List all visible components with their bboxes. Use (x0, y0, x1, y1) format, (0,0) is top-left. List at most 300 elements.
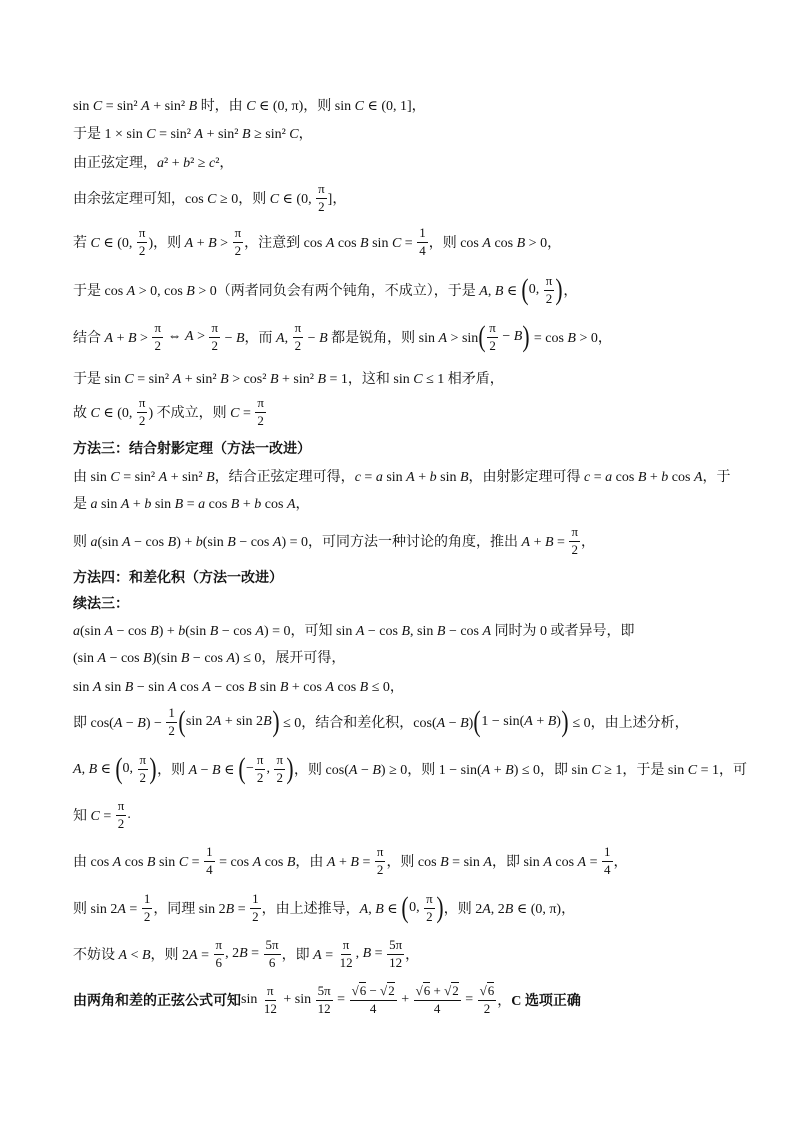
text-segment: 则 sin 2A = (73, 902, 141, 917)
math-variable: A (272, 535, 282, 550)
text-segment: ) 不成立，则 C = (148, 406, 255, 421)
math-variable: b (178, 624, 186, 639)
fraction-denominator: 6 (215, 954, 223, 970)
math-variable: A (577, 855, 587, 870)
math-variable: A (189, 948, 198, 963)
radicand: 6 (423, 982, 431, 998)
math-variable: B (230, 497, 240, 512)
fraction-numerator: π (265, 984, 276, 1001)
text-segment: 0, (528, 282, 543, 297)
line-4 (73, 178, 346, 218)
math-variable: B (209, 624, 219, 639)
math-variable: B (459, 470, 469, 485)
fraction (274, 753, 285, 786)
math-variable: A (348, 763, 358, 778)
math-variable: b (144, 497, 152, 512)
text-segment: ， (581, 535, 596, 550)
math-variable: B (141, 948, 151, 963)
math-variable: A (194, 127, 204, 142)
fraction-denominator: 2 (138, 412, 146, 428)
text-segment: 结合 A + B > (73, 331, 152, 346)
text-segment: 知 C = (73, 809, 115, 824)
fraction-numerator: π (233, 226, 244, 243)
math-variable: B (150, 624, 159, 639)
text-segment: ⇔ A > (164, 329, 209, 344)
math-variable: A (117, 902, 126, 917)
fraction-numerator: π (293, 321, 304, 338)
math-variable: B (225, 902, 235, 917)
math-variable: A (141, 99, 150, 114)
math-variable: A (104, 331, 114, 346)
fraction (602, 845, 613, 878)
math-variable: B (247, 680, 257, 695)
math-variable: B (220, 372, 229, 387)
fraction-numerator: √6 (478, 984, 497, 1001)
math-variable: A (92, 680, 102, 695)
math-variable: B (180, 651, 190, 666)
radicand: 2 (452, 982, 459, 998)
fraction (338, 938, 355, 971)
fraction (233, 226, 244, 259)
math-variable: B (513, 329, 523, 344)
text-segment: = (461, 992, 477, 1007)
text-segment: ，即 A = (281, 948, 337, 963)
fraction-numerator: π (341, 938, 352, 955)
text-segment: ，注意到 cos A cos B sin C = (244, 236, 417, 251)
math-variable: a (605, 470, 613, 485)
math-variable: C (110, 470, 120, 485)
fraction-numerator: 5π (387, 938, 404, 955)
fraction-numerator: π (209, 321, 220, 338)
math-variable: B (88, 761, 98, 777)
fraction-denominator: 12 (317, 1000, 331, 1016)
text-segment: − B 都是锐角，则 sin A > sin (304, 331, 479, 346)
math-variable: B (146, 855, 156, 870)
math-variable: A (255, 624, 264, 639)
big-paren-left: ( (521, 273, 529, 306)
math-variable: B (375, 902, 384, 917)
math-variable: B (242, 127, 251, 142)
math-variable: A (438, 331, 448, 346)
fraction (137, 226, 148, 259)
math-variable: A (482, 236, 491, 251)
big-paren-left: ( (178, 705, 186, 738)
fraction-denominator: 12 (263, 1000, 277, 1016)
math-variable: C (124, 372, 134, 387)
text-segment: (sin A − cos B)(sin B − cos A) ≤ 0，展开可得， (73, 651, 346, 666)
math-variable: B (567, 331, 576, 346)
math-variable: B (235, 331, 245, 346)
fraction-numerator: π (424, 892, 435, 909)
math-variable: B (279, 680, 289, 695)
math-variable: C (92, 99, 103, 114)
text-segment: ， (613, 855, 628, 870)
math-variable: B (174, 497, 184, 512)
math-variable: A (479, 284, 488, 299)
text-segment: )，则 A + B > (148, 236, 232, 251)
line-20 (73, 749, 747, 789)
text-segment: 续法三： (73, 597, 129, 612)
math-variable: A (543, 855, 552, 870)
math-variable: A (202, 680, 211, 695)
text-segment: . (127, 807, 131, 822)
text-segment: 由 cos A cos B sin C = (73, 855, 204, 870)
math-variable: a (375, 470, 383, 485)
text-segment: A, B ∈ (73, 761, 115, 777)
fraction-denominator: 12 (339, 954, 353, 970)
fraction-denominator: 4 (206, 861, 213, 877)
math-variable: B (186, 284, 195, 299)
math-variable: A (73, 761, 82, 777)
text-segment: 于是 1 × sin C = sin² A + sin² B ≥ sin² C， (73, 127, 313, 142)
math-variable: a (73, 624, 80, 639)
text-segment: , (266, 761, 274, 776)
fraction-denominator: 4 (604, 861, 611, 877)
text-segment: 1 − sin(A + B) (481, 714, 561, 729)
fraction (414, 984, 461, 1017)
math-variable: B (360, 236, 369, 251)
math-variable: A (104, 624, 114, 639)
math-variable: A (313, 948, 322, 963)
fraction-numerator: √6 + √2 (414, 984, 461, 1001)
math-variable: B (504, 902, 514, 917)
fraction (152, 321, 163, 354)
math-variable: A (693, 470, 703, 485)
fraction (255, 396, 266, 429)
math-variable: B (440, 855, 449, 870)
fraction (255, 753, 266, 786)
math-variable: b (195, 535, 203, 550)
big-paren-right: ) (436, 891, 444, 924)
math-variable: b (661, 470, 669, 485)
big-paren-right: ) (555, 273, 563, 306)
fraction (487, 321, 498, 354)
line-18 (73, 666, 404, 706)
fraction-numerator: π (138, 753, 149, 770)
math-variable: A (212, 714, 222, 729)
fraction-numerator: π (544, 274, 555, 291)
math-variable: C (207, 192, 217, 207)
math-variable: C (289, 127, 299, 142)
fraction (209, 321, 220, 354)
text-segment: = (333, 992, 349, 1007)
math-variable: C (146, 127, 156, 142)
fraction-numerator: 1 (142, 892, 153, 909)
text-segment: 由余弦定理可知，cos C ≥ 0，则 C ∈ (0, (73, 192, 316, 207)
math-variable: C (269, 192, 280, 207)
math-variable: a (198, 497, 206, 512)
math-variable: A (482, 624, 492, 639)
fraction (264, 938, 281, 971)
math-variable: c (584, 470, 591, 485)
math-variable: A (355, 624, 365, 639)
fraction-numerator: π (487, 321, 498, 338)
math-variable: B (494, 284, 504, 299)
text-segment: 即 cos(A − B) − (73, 716, 166, 731)
fraction-denominator: 2 (257, 412, 264, 428)
text-segment: + sin (279, 992, 315, 1007)
fraction-denominator: 2 (545, 290, 553, 306)
math-variable: B (505, 763, 514, 778)
fraction-numerator: 1 (204, 845, 215, 862)
text-segment: 则 a(sin A − cos B) + b(sin B − cos A) = 0，可同方法一种讨论的角度，推出 A + B = (73, 535, 569, 550)
text-segment: 于是 cos A > 0, cos B > 0（两者同负会有两个钝角，不成立），于是 A, B ∈ (73, 284, 521, 299)
text-segment: sin C = sin² A + sin² B 时，由 C ∈ (0, π)，则 sin C ∈ (0, 1]， (73, 99, 426, 114)
text-segment: 方法三：结合射影定理（方法一改进） (73, 442, 311, 457)
fraction-denominator: 2 (168, 722, 175, 738)
math-variable: c (354, 470, 361, 485)
math-variable: B (263, 714, 272, 729)
text-segment: ]， (327, 192, 347, 207)
math-variable: B (317, 372, 327, 387)
fraction-denominator: 2 (489, 337, 496, 353)
math-variable: B (359, 680, 369, 695)
math-variable: C (687, 763, 698, 778)
math-variable: C (391, 236, 402, 251)
fraction-numerator: 5π (316, 984, 333, 1001)
math-variable: B (362, 946, 372, 961)
line-19 (73, 702, 689, 742)
big-paren-left: ( (401, 891, 409, 924)
text-segment: ，由上述推导，A, B ∈ (261, 902, 402, 917)
math-variable: A (286, 497, 296, 512)
math-variable: A (226, 651, 236, 666)
fraction-denominator: 4 (369, 1000, 377, 1016)
math-variable: c (208, 156, 216, 171)
math-variable: B (212, 763, 221, 778)
math-variable: A (359, 902, 369, 917)
bold-text-segment: C 选项正确 (511, 994, 581, 1009)
text-segment: sin 2A + sin 2B (185, 714, 272, 729)
fraction (478, 984, 497, 1017)
math-variable: B (372, 763, 381, 778)
math-variable: A (188, 763, 198, 778)
math-variable: B (544, 535, 554, 550)
math-variable: A (436, 716, 446, 731)
math-variable: B (269, 372, 279, 387)
math-variable: C (90, 236, 100, 251)
fraction-denominator: 2 (276, 769, 283, 785)
math-variable: B (167, 535, 177, 550)
math-variable: B (401, 624, 411, 639)
math-variable: A (97, 651, 107, 666)
math-variable: A (326, 855, 336, 870)
math-variable: B (286, 855, 296, 870)
math-variable: C (246, 99, 256, 114)
fraction-numerator: 5π (264, 938, 281, 955)
text-segment: 方法四：和差化积（方法一改进） (73, 571, 283, 586)
fraction-denominator: 2 (483, 1000, 491, 1016)
text-segment: 故 C ∈ (0, (73, 406, 136, 421)
text-segment: ，则 cos B = sin A，即 sin A cos A = (386, 855, 602, 870)
text-segment: sin (241, 992, 261, 1007)
math-variable: A (120, 497, 130, 512)
fraction-denominator: 2 (211, 337, 219, 353)
fraction (350, 984, 397, 1017)
text-segment: 由 sin C = sin² A + sin² B，结合正弦定理可得，c = a sin A + b sin B，由射影定理可得 c = a cos B + b cos A，于 (73, 470, 731, 485)
text-segment: ，则 cos(A − B) ≥ 0，则 1 − sin(A + B) ≤ 0，即 sin C ≥ 1，于是 sin C = 1，可 (294, 763, 747, 778)
text-segment: 不妨设 A < B，则 2A = (73, 948, 213, 963)
fraction (569, 525, 580, 558)
math-variable: B (319, 331, 328, 346)
radicand: 2 (388, 982, 395, 998)
math-variable: B (516, 236, 526, 251)
math-variable: A (158, 470, 168, 485)
math-variable: B (547, 714, 557, 729)
fraction (316, 984, 333, 1017)
line-3 (73, 142, 233, 182)
fraction (137, 396, 148, 429)
text-segment: ≤ 0，由上述分析， (568, 716, 689, 731)
math-variable: B (460, 716, 469, 731)
fraction-denominator: 6 (268, 954, 276, 970)
math-variable: A (252, 855, 262, 870)
fraction-numerator: π (152, 321, 163, 338)
fraction (204, 845, 215, 878)
text-segment: − B，而 A, (221, 331, 292, 346)
math-variable: A (481, 763, 491, 778)
big-paren-right: ) (286, 752, 294, 785)
line-24 (73, 934, 419, 974)
fraction-denominator: 4 (419, 242, 426, 258)
line-6 (73, 270, 577, 310)
line-7 (73, 317, 612, 357)
fraction (214, 938, 225, 971)
fraction-denominator: 2 (234, 242, 242, 258)
math-variable: A (276, 331, 285, 346)
text-segment: ， (497, 994, 512, 1009)
radicand: 6 (487, 982, 495, 998)
math-variable: B (208, 236, 217, 251)
math-variable: A (172, 372, 182, 387)
math-variable: a (157, 156, 164, 171)
math-variable: A (325, 680, 334, 695)
fraction-numerator: π (375, 845, 386, 862)
text-segment: sin A sin B − sin A cos A − cos B sin B + cos A cos B ≤ 0， (73, 680, 404, 695)
math-variable: C (90, 809, 100, 824)
line-23 (73, 888, 575, 928)
fraction (116, 799, 127, 832)
math-variable: B (227, 535, 236, 550)
fraction-denominator: 2 (139, 769, 147, 785)
math-variable: B (124, 680, 134, 695)
math-variable: a (90, 497, 98, 512)
big-paren-left: ( (114, 752, 123, 785)
big-paren-right: ) (149, 752, 157, 785)
math-variable: b (254, 497, 262, 512)
text-segment: ， (405, 948, 420, 963)
big-paren-left: ( (478, 320, 486, 353)
fraction-numerator: π (137, 226, 148, 243)
big-paren-right: ) (272, 705, 280, 738)
fraction-denominator: 2 (376, 861, 384, 877)
fraction-denominator: 2 (318, 198, 325, 214)
math-variable: B (637, 470, 647, 485)
math-variable: A (185, 329, 194, 344)
math-variable: A (168, 680, 177, 695)
fraction-numerator: π (116, 799, 127, 816)
math-variable: A (406, 470, 415, 485)
line-22 (73, 841, 628, 881)
fraction-denominator: 2 (294, 337, 302, 353)
text-segment: 0, (122, 761, 137, 776)
math-variable: A (122, 535, 131, 550)
text-segment: , 2B = (225, 946, 263, 961)
big-paren-right: ) (522, 320, 530, 353)
text-segment: ≤ 0，结合和差化积，cos(A − B) (279, 716, 474, 731)
math-variable: b (183, 156, 191, 171)
text-segment: 于是 sin C = sin² A + sin² B > cos² B + sin² B = 1，这和 sin C ≤ 1 相矛盾， (73, 372, 504, 387)
math-variable: A (113, 716, 123, 731)
text-segment: = cos B > 0， (530, 331, 612, 346)
math-variable: A (126, 284, 136, 299)
text-segment: + (397, 992, 413, 1007)
text-segment: − (245, 761, 254, 776)
fraction-denominator: 2 (571, 541, 578, 557)
fraction-denominator: 2 (252, 908, 259, 924)
text-segment: 若 C ∈ (0, (73, 236, 136, 251)
fraction (424, 892, 435, 925)
line-9 (73, 392, 267, 432)
fraction-denominator: 12 (389, 954, 403, 970)
big-paren-left: ( (473, 705, 481, 738)
line-5 (73, 222, 561, 262)
fraction-numerator: π (255, 753, 266, 770)
math-variable: B (143, 651, 152, 666)
fraction-numerator: π (274, 753, 285, 770)
line-12 (73, 483, 310, 523)
text-segment: a(sin A − cos B) + b(sin B − cos A) = 0，可知 sin A − cos B, sin B − cos A 同时为 0 或者异号，即 (73, 624, 635, 639)
bold-text-segment: 由两角和差的正弦公式可知 (73, 994, 241, 1009)
text-segment: ，则 2A, 2B ∈ (0, π)， (443, 902, 576, 917)
fraction (293, 321, 304, 354)
fraction-denominator: 2 (256, 769, 264, 785)
text-segment: − B (498, 329, 523, 344)
math-variable: B (127, 331, 137, 346)
math-variable: A (112, 855, 122, 870)
math-variable: A (325, 236, 335, 251)
math-variable: A (483, 855, 492, 870)
text-segment: ，同理 sin 2B = (153, 902, 250, 917)
line-21 (73, 795, 131, 835)
big-paren-right: ) (561, 705, 569, 738)
fraction-numerator: 1 (250, 892, 261, 909)
text-segment: = cos A cos B，由 A + B = (215, 855, 374, 870)
fraction-numerator: 1 (602, 845, 613, 862)
fraction (387, 938, 404, 971)
math-variable: C (230, 406, 240, 421)
text-segment: ，则 cos A cos B > 0， (428, 236, 562, 251)
fraction-numerator: 1 (166, 706, 177, 723)
fraction (262, 984, 279, 1017)
fraction (544, 274, 555, 307)
math-variable: A (118, 948, 128, 963)
fraction-denominator: 2 (138, 242, 146, 258)
fraction-numerator: π (255, 396, 266, 413)
math-variable: B (350, 855, 359, 870)
math-variable: b (429, 470, 437, 485)
fraction (375, 845, 386, 878)
fraction (250, 892, 261, 925)
math-variable: B (206, 470, 215, 485)
fraction-denominator: 2 (426, 908, 433, 924)
math-variable: B (239, 946, 248, 961)
fraction-numerator: 1 (417, 226, 428, 243)
fraction-numerator: π (214, 938, 225, 955)
math-variable: C (90, 406, 100, 421)
math-variable: B (137, 716, 146, 731)
text-segment: ，则 A − B ∈ (157, 763, 238, 778)
